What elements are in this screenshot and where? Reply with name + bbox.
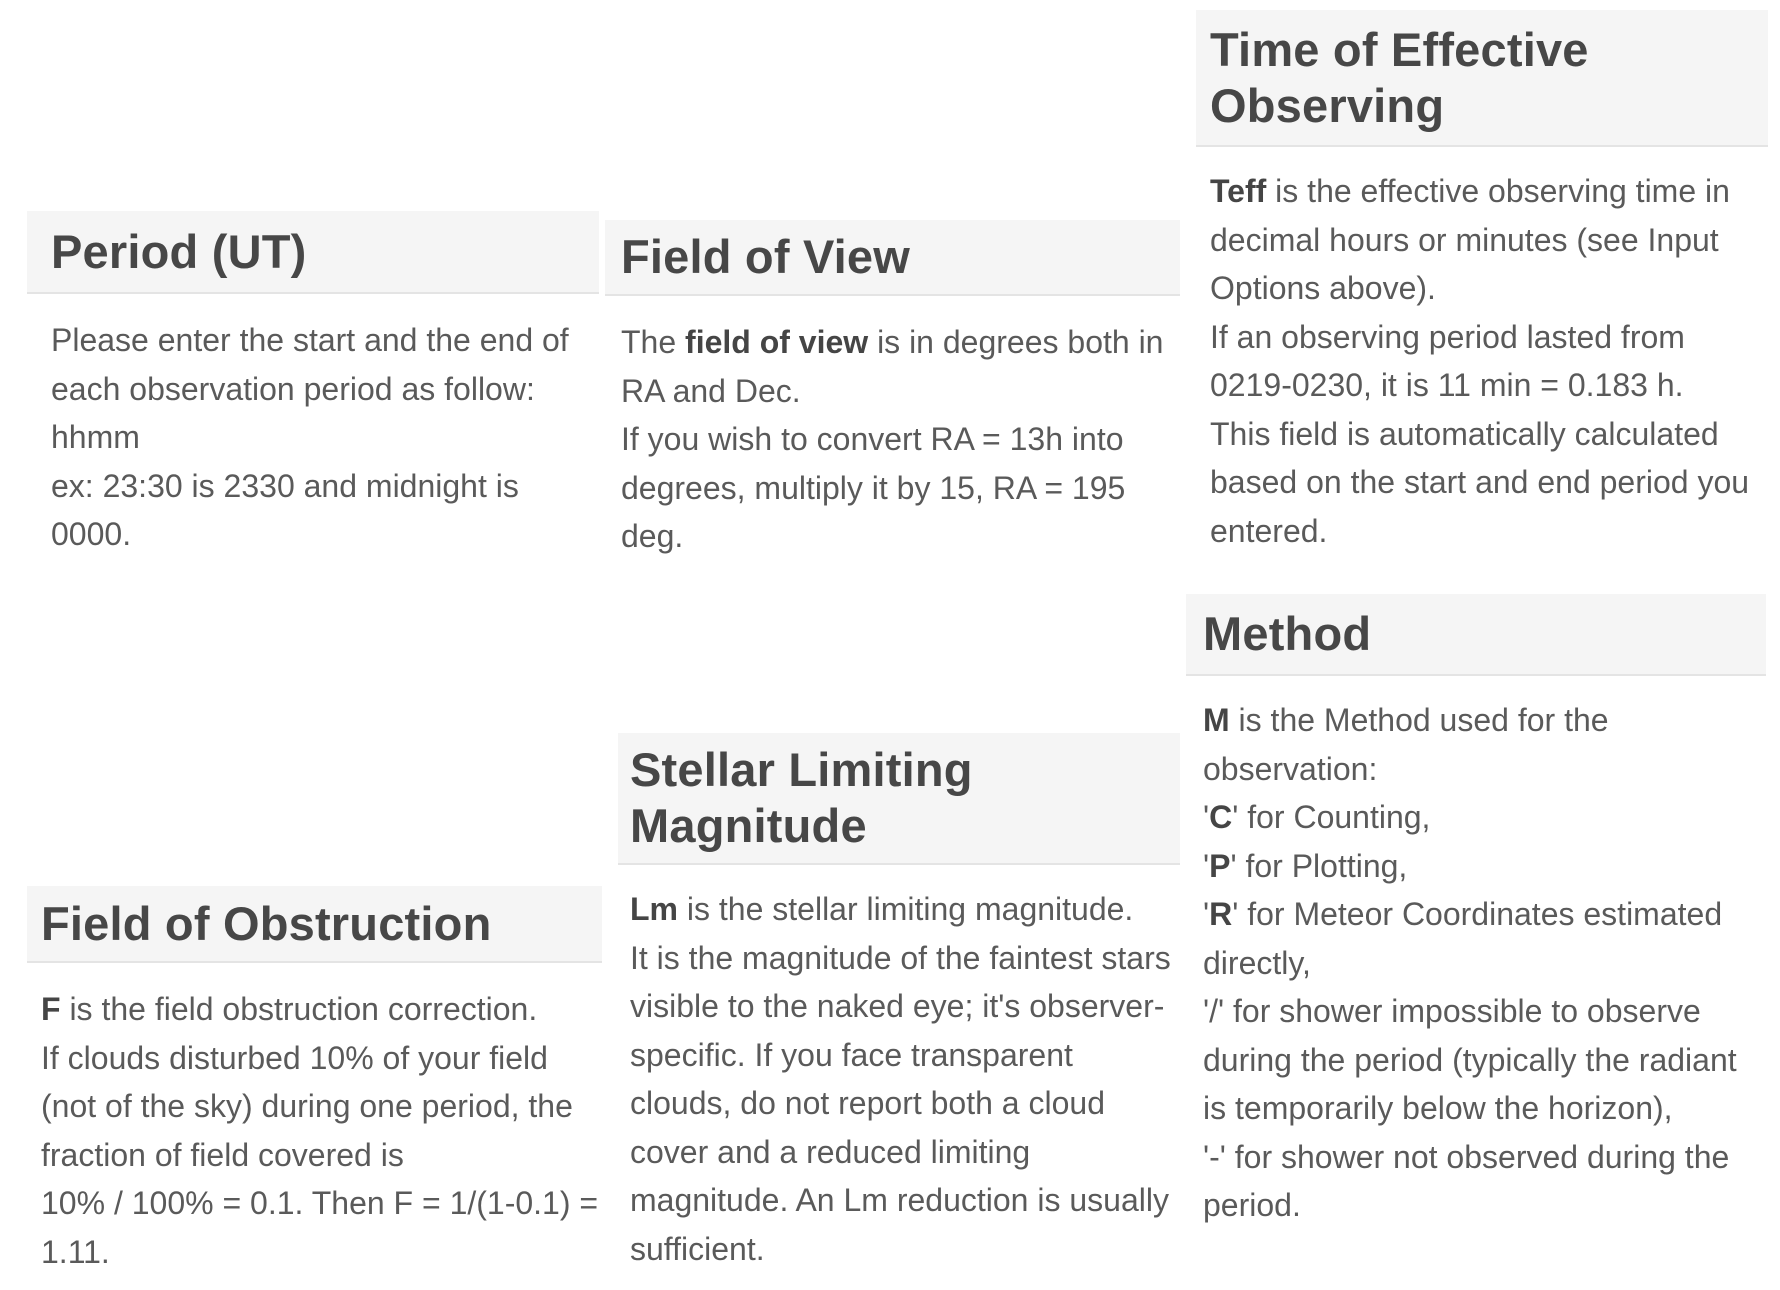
fob-title: Field of Obstruction (41, 896, 492, 950)
period-instruction: Please enter the start and the end of each observation period as follow: hhmm (51, 322, 569, 455)
fov-body (605, 318, 1181, 561)
fov-title: Field of View (621, 230, 911, 283)
method-body (1186, 696, 1766, 1230)
lm-description (630, 885, 1182, 934)
fov-conversion: If you wish to convert RA = 13h into degrees, multiply it by 15, RA = 195 deg. (621, 421, 1126, 554)
fov-desc-pre: The (621, 324, 686, 360)
quote: ' (1203, 799, 1210, 835)
method-desc: for Counting, (1238, 799, 1431, 835)
method-header (1186, 594, 1766, 676)
method-description (1203, 696, 1766, 793)
fov-desc-bold: field of view (685, 324, 869, 360)
fob-desc-post: is the field obstruction correction. (60, 991, 538, 1027)
quote: ' (1230, 847, 1237, 884)
lm-title: Stellar Limiting Magnitude (630, 743, 973, 852)
teff-desc-bold: Teff (1210, 173, 1267, 209)
fov-header (605, 220, 1180, 296)
method-item-impossible: '/' for shower impossible to observe during the period (typically the radiant is temporarily below the horizon), (1203, 993, 1737, 1126)
method-item-not-observed: '-' for shower not observed during the period. (1203, 1138, 1730, 1223)
fov-desc-post: is in degrees both in RA and Dec. (621, 324, 1164, 409)
method-title: Method (1203, 607, 1372, 660)
fob-header (27, 886, 602, 963)
lm-header (618, 733, 1180, 865)
method-code: C (1209, 799, 1233, 835)
method-desc-post: is the Method used for the observation: (1203, 702, 1609, 787)
fov-card (605, 220, 1180, 561)
lm-card (618, 733, 1180, 1273)
method-desc: for Meteor Coordinates estimated directly, (1203, 896, 1723, 981)
teff-card (1196, 10, 1768, 555)
quote: ' (1203, 847, 1210, 884)
period-body (27, 316, 606, 559)
fob-card (27, 886, 602, 1276)
fob-desc-bold: F (41, 991, 61, 1027)
method-item-coordinates (1203, 890, 1766, 987)
teff-auto-note: This field is automatically calculated based on the start and end period you entered. (1210, 415, 1750, 549)
period-example: ex: 23:30 is 2330 and midnight is 0000. (51, 467, 519, 552)
teff-description (1210, 167, 1770, 313)
teff-desc-post: is the effective observing time in decimal hours or minutes (see Input Options above). (1210, 173, 1730, 306)
fob-calculation: 10% / 100% = 0.1. Then F = 1/(1-0.1) = 1.11. (41, 1185, 599, 1270)
quote: ' (1232, 896, 1239, 932)
method-item-counting (1203, 793, 1766, 842)
method-code: R (1209, 896, 1233, 932)
teff-example: If an observing period lasted from 0219-0230, it is 11 min = 0.183 h. (1210, 318, 1685, 403)
period-header (27, 211, 599, 294)
method-code: P (1209, 847, 1231, 884)
teff-body (1196, 167, 1770, 555)
lm-body (618, 885, 1182, 1273)
fob-description (41, 985, 606, 1034)
fob-example: If clouds disturbed 10% of your field (not of the sky) during one period, the fraction of field covered is (41, 1039, 573, 1173)
quote: ' (1203, 896, 1210, 932)
fob-body (27, 985, 606, 1276)
teff-header (1196, 10, 1768, 147)
lm-desc-post: is the stellar limiting magnitude. (678, 891, 1134, 927)
teff-title: Time of Effective Observing (1210, 22, 1589, 132)
method-card (1186, 594, 1766, 1230)
method-item-plotting (1203, 842, 1766, 891)
fov-description (621, 318, 1181, 415)
period-title: Period (UT) (51, 224, 307, 278)
method-desc: for Plotting, (1236, 847, 1408, 884)
method-desc-bold: M (1203, 702, 1230, 738)
quote: ' (1232, 799, 1239, 835)
lm-desc-bold: Lm (630, 891, 678, 927)
period-card (27, 211, 599, 559)
lm-details: It is the magnitude of the faintest stars visible to the naked eye; it's observer-specific. If you face transparent clouds, do not report both a cloud cover and a reduced limiting magnitude. An Lm reduction is usually sufficient. (630, 939, 1171, 1267)
